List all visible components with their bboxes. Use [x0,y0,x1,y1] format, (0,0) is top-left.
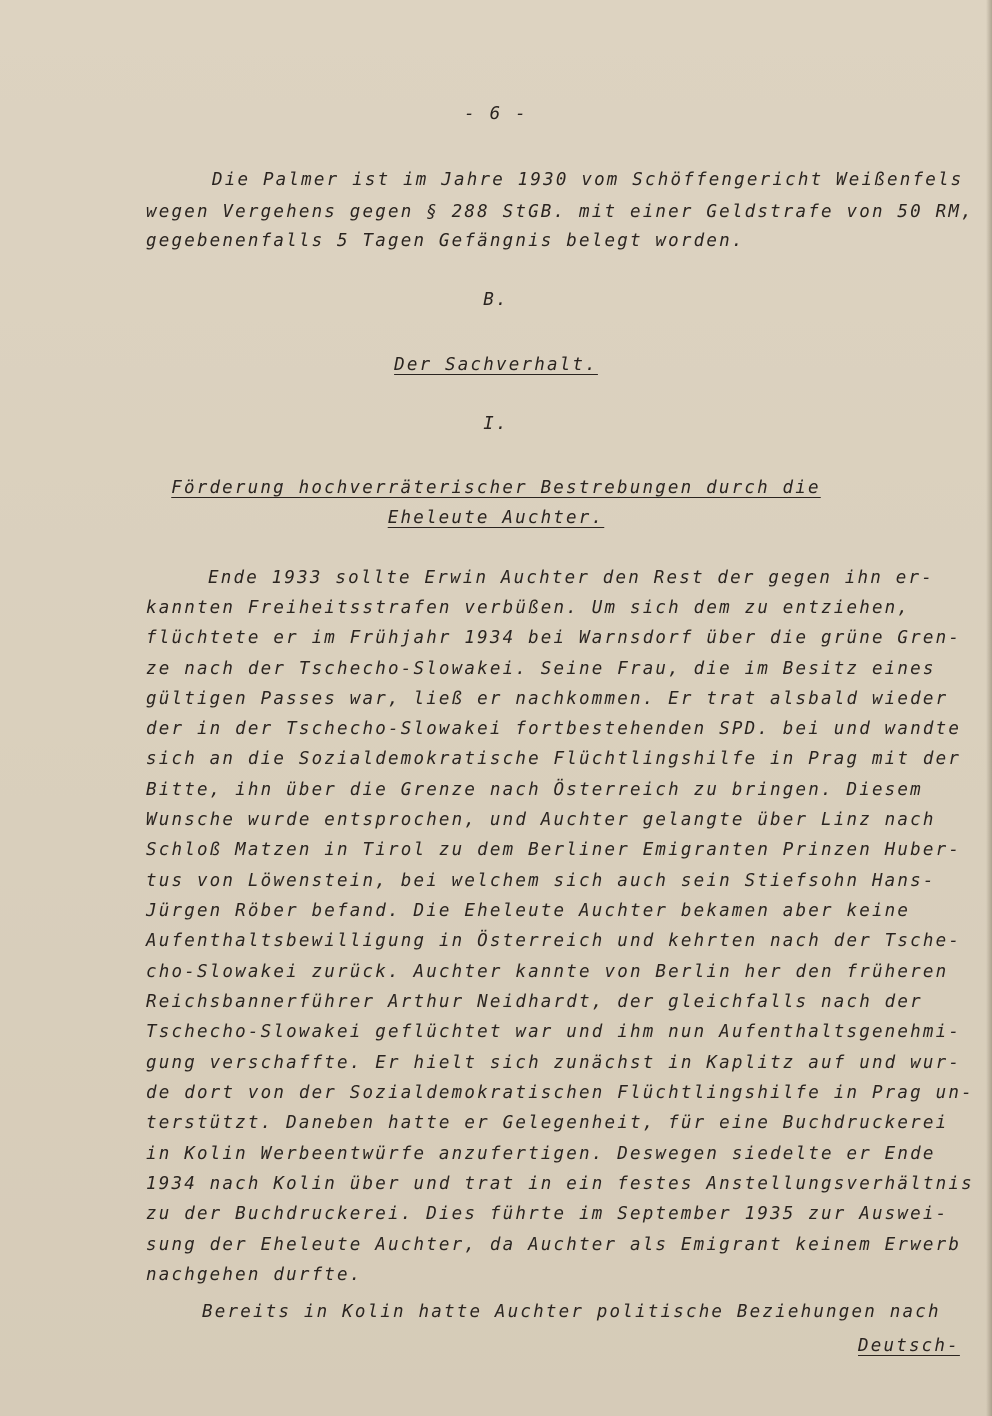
body-line: ze nach der Tschecho-Slowakei. Seine Frau, die im Besitz eines [146,659,936,679]
heading-line: Eheleute Auchter. [387,508,605,528]
body-line: sung der Eheleute Auchter, da Auchter als Emigrant keinem Erwerb [146,1235,962,1255]
body-line: nachgehen durfte. [146,1265,363,1285]
body-line: cho-Slowakei zurück. Auchter kannte von Berlin her den früheren [146,962,949,982]
body-line: in Kolin Werbeentwürfe anzufertigen. Deswegen siedelte er Ende [146,1144,936,1164]
body-line: Tschecho-Slowakei geflüchtet war und ihm nun Aufenthaltsgenehmi- [146,1022,962,1042]
heading-line: Förderung hochverräterischer Bestrebungen durch die [171,478,821,498]
catchword: Deutsch- [858,1336,960,1356]
body-line: Reichsbannerführer Arthur Neidhardt, der gleichfalls nach der [146,992,923,1012]
body-line: Aufenthaltsbewilligung in Österreich und kehrten nach der Tsche- [146,931,962,951]
body-line: Jürgen Röber befand. Die Eheleute Auchter bekamen aber keine [146,901,911,921]
section-letter: B. [483,290,509,310]
body-line: terstützt. Daneben hatte er Gelegenheit, für eine Buchdruckerei [146,1113,949,1133]
section-title: Der Sachverhalt. [394,355,598,375]
subsection-numeral: I. [483,414,509,434]
next-paragraph-line: Bereits in Kolin hatte Auchter politische Beziehungen nach [202,1302,941,1322]
body-line: kannten Freiheitsstrafen verbüßen. Um sich dem zu entziehen, [146,598,911,618]
body-line: gültigen Passes war, ließ er nachkommen. Er trat alsbald wieder [146,689,949,709]
body-line: Schloß Matzen in Tirol zu dem Berliner Emigranten Prinzen Huber- [146,840,962,860]
body-line: de dort von der Sozialdemokratischen Flüchtlingshilfe in Prag un- [146,1083,974,1103]
intro-line: Die Palmer ist im Jahre 1930 vom Schöffengericht Weißenfels [212,170,964,190]
body-line: zu der Buchdruckerei. Dies führte im September 1935 zur Auswei- [146,1204,949,1224]
body-line: tus von Löwenstein, bei welchem sich auch sein Stiefsohn Hans- [146,871,936,891]
body-line: sich an die Sozialdemokratische Flüchtlingshilfe in Prag mit der [146,749,962,769]
intro-line: gegebenenfalls 5 Tagen Gefängnis belegt worden. [146,231,745,251]
body-line: Bitte, ihn über die Grenze nach Österreich zu bringen. Diesem [146,780,923,800]
page-number: - 6 - [464,104,528,124]
body-line: 1934 nach Kolin über und trat in ein festes Anstellungsverhältnis [146,1174,974,1194]
body-line: der in der Tschecho-Slowakei fortbestehenden SPD. bei und wandte [146,719,962,739]
body-line: Wunsche wurde entsprochen, und Auchter gelangte über Linz nach [146,810,936,830]
page-edge-shadow [986,0,992,1416]
body-line: gung verschaffte. Er hielt sich zunächst in Kaplitz auf und wur- [146,1053,962,1073]
body-line: Ende 1933 sollte Erwin Auchter den Rest der gegen ihn er- [208,568,934,588]
body-line: flüchtete er im Frühjahr 1934 bei Warnsdorf über die grüne Gren- [146,628,962,648]
intro-line: wegen Vergehens gegen § 288 StGB. mit einer Geldstrafe von 50 RM, [146,202,974,222]
